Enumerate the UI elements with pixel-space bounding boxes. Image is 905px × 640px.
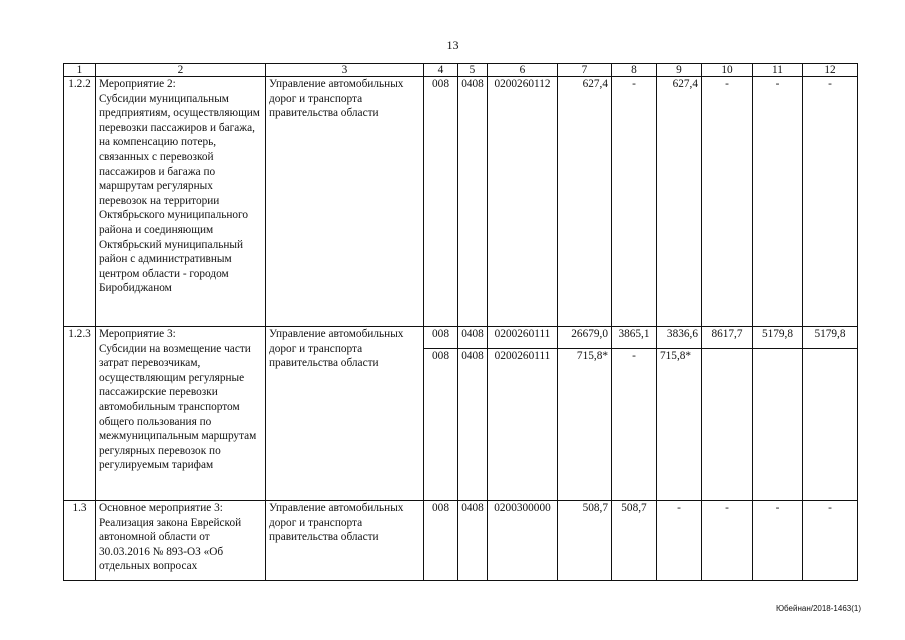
- executor: Управление автомобильных дорог и транспорта правительства области: [266, 77, 424, 327]
- header-cell: 1: [64, 64, 96, 77]
- cell-c6: 0200260112: [488, 77, 558, 327]
- header-cell: 5: [458, 64, 488, 77]
- header-cell: 7: [558, 64, 612, 77]
- cell-c5: 0408: [458, 327, 488, 349]
- cell-c10: -: [702, 501, 753, 581]
- cell-c7: 715,8*: [558, 349, 612, 501]
- measure-name: Мероприятие 3: Субсидии на возмещение части затрат перевозчикам, осуществляющим регулярные пассажирские перевозки автомобильным транспортом общего пользования по межмуниципальным маршрутам регулярных перевозок по регулируемым тарифам: [96, 327, 266, 501]
- document-code: Юбейнан/2018-1463(1): [775, 604, 861, 613]
- measure-name: Мероприятие 2: Субсидии муниципальным предприятиям, осуществляющим перевозки пассажиров и багажа, на компенсацию потерь, связанных с перевозкой пассажиров и багажа по маршрутам регулярных перевозок на территории Октябрьского муниципального района и соединяющим Октябрьский муниципальный район с административным центром области - городом Биробиджаном: [96, 77, 266, 327]
- table-row: [64, 327, 858, 349]
- cell-c9: 3836,6: [657, 327, 702, 349]
- measure-name: Основное мероприятие 3: Реализация закона Еврейской автономной области от 30.03.2016 № 893-ОЗ «Об отдельных вопросах: [96, 501, 266, 581]
- cell-c4: 008: [424, 77, 458, 327]
- row-number: 1.2.2: [64, 77, 96, 327]
- executor: Управление автомобильных дорог и транспорта правительства области: [266, 501, 424, 581]
- cell-c8: -: [612, 349, 657, 501]
- header-cell: 6: [488, 64, 558, 77]
- cell-c9: 627,4: [657, 77, 702, 327]
- cell-c7: 508,7: [558, 501, 612, 581]
- header-cell: 11: [753, 64, 803, 77]
- cell-c11: -: [753, 77, 803, 327]
- cell-c6: 0200260111: [488, 327, 558, 349]
- header-cell: 2: [96, 64, 266, 77]
- header-cell: 4: [424, 64, 458, 77]
- page-number: 13: [446, 38, 459, 52]
- table-row: [64, 77, 858, 327]
- cell-c6: 0200300000: [488, 501, 558, 581]
- executor: Управление автомобильных дорог и транспорта правительства области: [266, 327, 424, 501]
- cell-c5: 0408: [458, 349, 488, 501]
- header-row: [64, 64, 858, 77]
- cell-c10: 8617,7: [702, 327, 753, 349]
- cell-c5: 0408: [458, 501, 488, 581]
- cell-c5: 0408: [458, 77, 488, 327]
- cell-c9: -: [657, 501, 702, 581]
- row-number: 1.2.3: [64, 327, 96, 501]
- cell-c11: -: [753, 501, 803, 581]
- header-cell: 12: [803, 64, 858, 77]
- cell-c7: 26679,0: [558, 327, 612, 349]
- header-cell: 8: [612, 64, 657, 77]
- cell-c11: 5179,8: [753, 327, 803, 349]
- cell-c8: 3865,1: [612, 327, 657, 349]
- cell-c10: [702, 349, 753, 501]
- row-number: 1.3: [64, 501, 96, 581]
- cell-c9: 715,8*: [657, 349, 702, 501]
- cell-c6: 0200260111: [488, 349, 558, 501]
- cell-c4: 008: [424, 349, 458, 501]
- cell-c12: [803, 349, 858, 501]
- header-cell: 10: [702, 64, 753, 77]
- budget-table: [63, 63, 858, 581]
- cell-c12: -: [803, 77, 858, 327]
- cell-c4: 008: [424, 327, 458, 349]
- cell-c12: -: [803, 501, 858, 581]
- header-cell: 3: [266, 64, 424, 77]
- cell-c10: -: [702, 77, 753, 327]
- cell-c8: 508,7: [612, 501, 657, 581]
- cell-c7: 627,4: [558, 77, 612, 327]
- cell-c12: 5179,8: [803, 327, 858, 349]
- table-row: [64, 501, 858, 581]
- header-cell: 9: [657, 64, 702, 77]
- cell-c4: 008: [424, 501, 458, 581]
- cell-c8: -: [612, 77, 657, 327]
- cell-c11: [753, 349, 803, 501]
